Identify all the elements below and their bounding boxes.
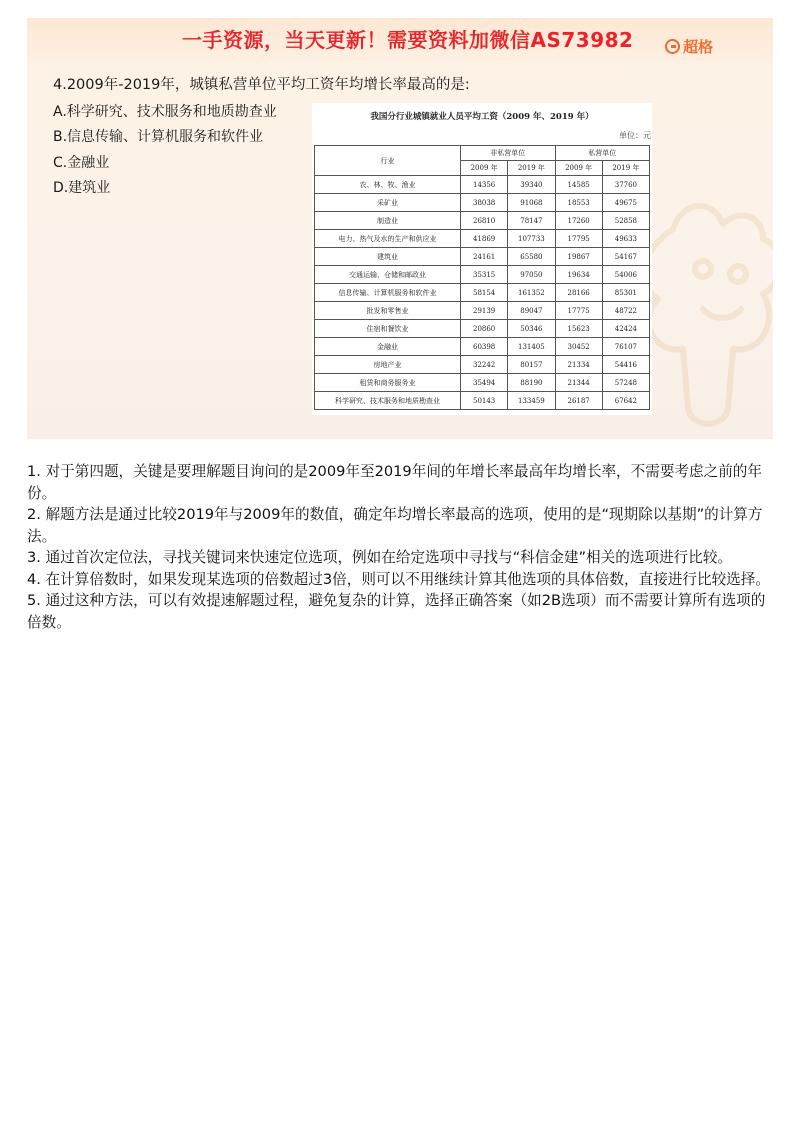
cell-private-2009: 17775: [555, 302, 602, 320]
cell-nonprivate-2019: 80157: [508, 356, 555, 374]
cell-industry: 金融业: [315, 338, 461, 356]
table-row: [315, 266, 650, 284]
cell-nonprivate-2019: 97050: [508, 266, 555, 284]
cell-nonprivate-2019: 50346: [508, 320, 555, 338]
cell-industry: 批发和零售业: [315, 302, 461, 320]
cell-nonprivate-2009: 20860: [461, 320, 508, 338]
cell-industry: 交通运输、仓储和邮政业: [315, 266, 461, 284]
table-row: [315, 302, 650, 320]
cell-private-2019: 76107: [602, 338, 649, 356]
note-item: 3. 通过首次定位法，寻找关键词来快速定位选项，例如在给定选项中寻找与“科信金建”相关的选项进行比较。: [27, 549, 733, 566]
question-screenshot: [27, 18, 773, 439]
header-nonprivate: 非私营单位: [461, 146, 556, 161]
cell-industry: 信息传输、计算机服务和软件业: [315, 284, 461, 302]
cell-nonprivate-2009: 14356: [461, 176, 508, 194]
table-row: [315, 320, 650, 338]
cell-nonprivate-2009: 41869: [461, 230, 508, 248]
note-item: 2. 解题方法是通过比较2019年与2009年的数值，确定年均增长率最高的选项，使用的是“现期除以基期”的计算方法。: [27, 506, 763, 545]
brand-g-icon: [665, 39, 680, 54]
cell-nonprivate-2009: 38038: [461, 194, 508, 212]
cell-private-2019: 57248: [602, 374, 649, 392]
cell-private-2009: 15623: [555, 320, 602, 338]
option-c: C.金融业: [53, 155, 110, 171]
option-a: A.科学研究、技术服务和地质勘查业: [53, 104, 277, 120]
cell-industry: 采矿业: [315, 194, 461, 212]
table-title: 我国分行业城镇就业人员平均工资（2009 年、2019 年）: [370, 112, 594, 122]
cell-nonprivate-2009: 24161: [461, 248, 508, 266]
explanation-notes: [27, 461, 777, 633]
cell-nonprivate-2019: 39340: [508, 176, 555, 194]
table-row: [315, 374, 650, 392]
cell-industry: 制造业: [315, 212, 461, 230]
cell-nonprivate-2009: 60398: [461, 338, 508, 356]
cell-private-2019: 54416: [602, 356, 649, 374]
cell-nonprivate-2019: 88190: [508, 374, 555, 392]
table-row: [315, 176, 650, 194]
header-industry: 行业: [315, 146, 461, 176]
cell-private-2009: 17795: [555, 230, 602, 248]
table-row: [315, 230, 650, 248]
cell-private-2009: 28166: [555, 284, 602, 302]
cell-nonprivate-2019: 131405: [508, 338, 555, 356]
table-unit: 单位：元: [619, 131, 651, 140]
cell-private-2009: 18553: [555, 194, 602, 212]
banner: [27, 18, 773, 64]
cell-nonprivate-2019: 107733: [508, 230, 555, 248]
header-year: 2019 年: [602, 161, 649, 176]
wage-table-card: [312, 103, 652, 415]
cell-nonprivate-2009: 26810: [461, 212, 508, 230]
cell-nonprivate-2009: 35315: [461, 266, 508, 284]
option-d: D.建筑业: [53, 180, 111, 196]
cell-industry: 电力、热气及水的生产和供应业: [315, 230, 461, 248]
cell-private-2009: 21344: [555, 374, 602, 392]
cell-industry: 租赁和商务服务业: [315, 374, 461, 392]
brand-logo: [665, 36, 713, 57]
brand-text: 超格: [683, 38, 714, 56]
cell-industry: 科学研究、技术服务和地质勘查业: [315, 392, 461, 410]
cell-industry: 住宿和餐饮业: [315, 320, 461, 338]
cell-private-2019: 85301: [602, 284, 649, 302]
cell-private-2019: 37760: [602, 176, 649, 194]
cell-private-2009: 30452: [555, 338, 602, 356]
cell-private-2019: 48722: [602, 302, 649, 320]
table-row: [315, 212, 650, 230]
cell-private-2009: 21334: [555, 356, 602, 374]
cell-private-2009: 14585: [555, 176, 602, 194]
banner-text: 一手资源，当天更新！需要资料加微信AS73982: [182, 28, 634, 52]
cell-private-2019: 54167: [602, 248, 649, 266]
cell-private-2019: 42424: [602, 320, 649, 338]
cell-private-2009: 26187: [555, 392, 602, 410]
wage-table: [314, 145, 650, 410]
cell-private-2019: 67642: [602, 392, 649, 410]
option-b: B.信息传输、计算机服务和软件业: [53, 129, 264, 145]
header-year: 2009 年: [461, 161, 508, 176]
cell-private-2009: 17260: [555, 212, 602, 230]
header-private: 私营单位: [555, 146, 650, 161]
cell-private-2019: 52858: [602, 212, 649, 230]
table-row: [315, 194, 650, 212]
cell-nonprivate-2009: 58154: [461, 284, 508, 302]
cell-nonprivate-2019: 78147: [508, 212, 555, 230]
header-year: 2009 年: [555, 161, 602, 176]
header-year: 2019 年: [508, 161, 555, 176]
cell-private-2009: 19634: [555, 266, 602, 284]
cell-industry: 农、林、牧、渔业: [315, 176, 461, 194]
cell-nonprivate-2009: 32242: [461, 356, 508, 374]
cell-nonprivate-2009: 50143: [461, 392, 508, 410]
cell-nonprivate-2009: 35494: [461, 374, 508, 392]
cell-private-2009: 19867: [555, 248, 602, 266]
cell-nonprivate-2019: 65580: [508, 248, 555, 266]
cell-industry: 房地产业: [315, 356, 461, 374]
cell-nonprivate-2019: 89047: [508, 302, 555, 320]
table-row: [315, 392, 650, 410]
cell-nonprivate-2019: 133459: [508, 392, 555, 410]
table-row: [315, 338, 650, 356]
cell-nonprivate-2019: 161352: [508, 284, 555, 302]
cell-industry: 建筑业: [315, 248, 461, 266]
cell-private-2019: 54006: [602, 266, 649, 284]
cell-nonprivate-2019: 91068: [508, 194, 555, 212]
cell-private-2019: 49675: [602, 194, 649, 212]
note-item: 1. 对于第四题，关键是要理解题目询问的是2009年至2019年间的年增长率最高年均增长率，不需要考虑之前的年份。: [27, 463, 762, 502]
table-row: [315, 248, 650, 266]
table-row: [315, 284, 650, 302]
cell-nonprivate-2009: 29139: [461, 302, 508, 320]
question-stem: 4.2009年-2019年，城镇私营单位平均工资年均增长率最高的是:: [53, 77, 470, 93]
cell-private-2019: 49633: [602, 230, 649, 248]
table-row: [315, 356, 650, 374]
note-item: 5. 通过这种方法，可以有效提速解题过程，避免复杂的计算，选择正确答案（如2B选项）而不需要计算所有选项的倍数。: [27, 592, 766, 631]
note-item: 4. 在计算倍数时，如果发现某选项的倍数超过3倍，则可以不用继续计算其他选项的具体倍数，直接进行比较选择。: [27, 570, 770, 588]
